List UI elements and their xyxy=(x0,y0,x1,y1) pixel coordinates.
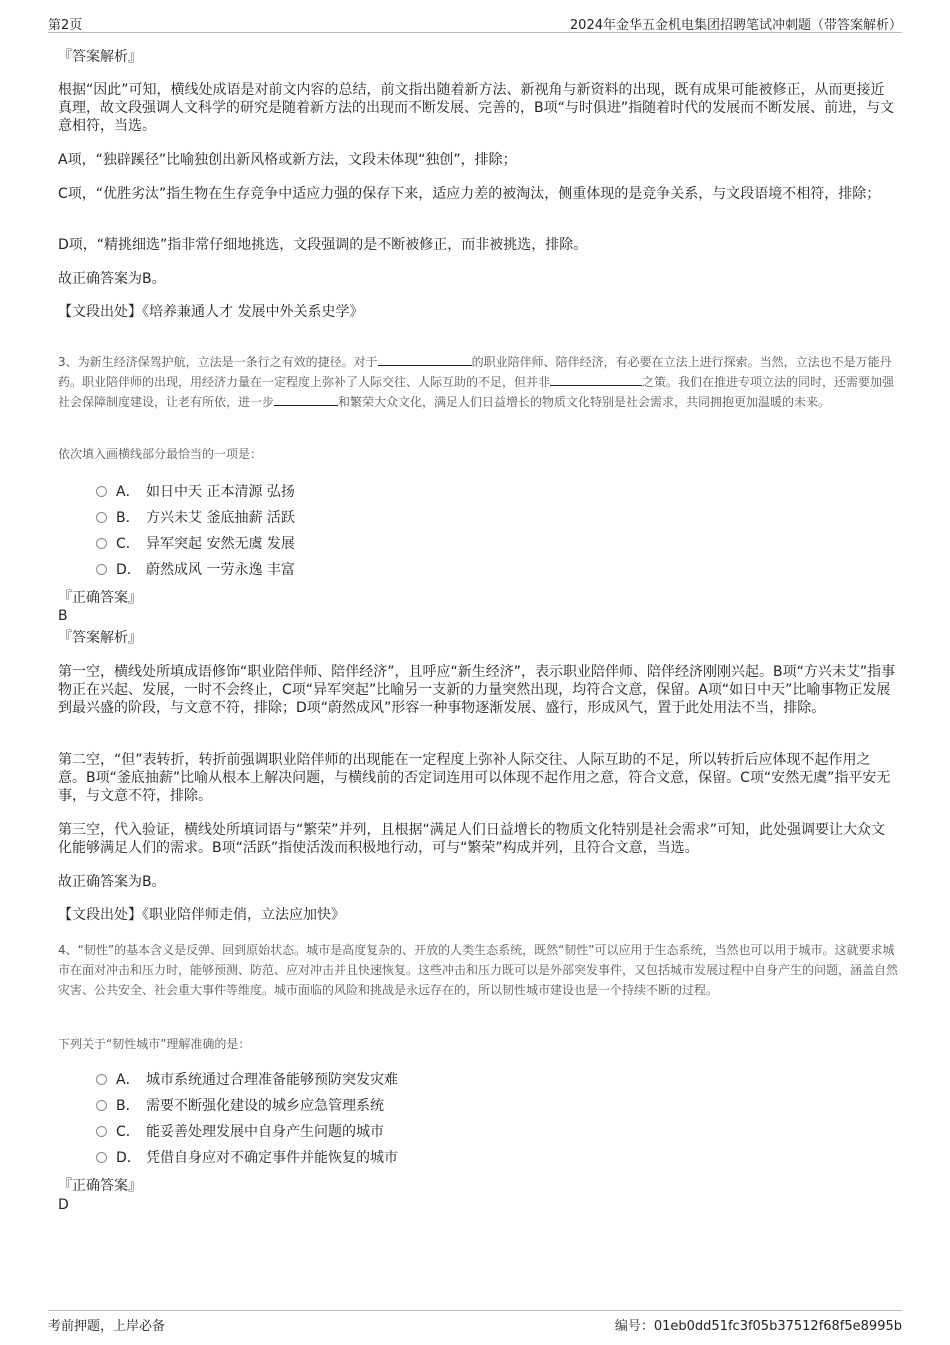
q4-option-c[interactable]: C． 能妥善处理发展中自身产生问题的城市 xyxy=(96,1122,384,1142)
radio-icon[interactable] xyxy=(96,1100,107,1111)
radio-icon[interactable] xyxy=(96,564,107,575)
q4-option-a[interactable]: A． 城市系统通过合理准备能够预防突发灾难 xyxy=(96,1070,398,1090)
q3-option-b[interactable]: B． 方兴未艾 釜底抽薪 活跃 xyxy=(96,508,295,528)
q2-analysis-p3: C项，“优胜劣汰”指生物在生存竞争中适应力强的保存下来，适应力差的被淘汰，侧重体现的是竞争关系，与文段语境不相符，排除； xyxy=(58,186,881,202)
q2-analysis-p2: A项，“独辟蹊径”比喻独创出新风格或新方法，文段未体现“独创”，排除； xyxy=(58,152,517,168)
radio-icon[interactable] xyxy=(96,512,107,523)
blank-3 xyxy=(274,393,338,406)
q4-answer: D xyxy=(58,1197,69,1213)
document-id: 编号：01eb0dd51fc3f05b37512f68f5e8995b xyxy=(614,1319,902,1334)
q3-analysis-p2: 第二空，“但”表转折，转折前强调职业陪伴师的出现能在一定程度上弥补人际交往、人际互助的不足，所以转折后应体现不起作用之意。B项“釜底抽薪”比喻从根本上解决问题，与横线前的否定词连用可以体现不起作用之意，符合文意，保留。C项“安然无虞”指平安无事，与文意不符，排除。 xyxy=(58,752,891,804)
radio-icon[interactable] xyxy=(96,538,107,549)
q4-question-text: 4、“韧性”的基本含义是反弹、回到原始状态。城市是高度复杂的、开放的人类生态系统，既然“韧性”可以应用于生态系统，当然也可以用于城市。这就要求城市在面对冲击和压力时，能够预测、防范、应对冲击并且快速恢复。这些冲击和压力既可以是外部突发事件，又包括城市发展过程中自身产生的问题，涵盖自然灾害、公共安全、社会重大事件等维度。城市面临的风险和挑战是永远存在的，所以韧性城市建设也是一个持续不断的过程。 xyxy=(58,943,899,997)
footer-slogan: 考前押题，上岸必备 xyxy=(48,1319,166,1334)
q2-analysis-label: 『答案解析』 xyxy=(58,49,142,65)
q4-option-d[interactable]: D． 凭借自身应对不确定事件并能恢复的城市 xyxy=(96,1148,398,1168)
blank-2 xyxy=(550,373,642,386)
q3-answer-label: 『正确答案』 xyxy=(58,590,142,606)
radio-icon[interactable] xyxy=(96,1152,107,1163)
q4-prompt: 下列关于“韧性城市”理解准确的是： xyxy=(58,1037,251,1051)
q3-answer: B xyxy=(58,608,68,624)
radio-icon[interactable] xyxy=(96,486,107,497)
q3-analysis-p1: 第一空，横线处所填成语修饰“职业陪伴师、陪伴经济”，且呼应“新生经济”，表示职业陪伴师、陪伴经济刚刚兴起。B项“方兴未艾”指事物正在兴起、发展，一时不会终止，C项“异军突起”比喻另一支新的力量突然出现，均符合文意，保留。A项“如日中天”比喻事物正发展到最兴盛的阶段，与文意不符，排除；D项“蔚然成风”形容一种事物逐渐发展、盛行，形成风气，置于此处用法不当，排除。 xyxy=(58,664,896,716)
radio-icon[interactable] xyxy=(96,1126,107,1137)
q2-conclusion: 故正确答案为B。 xyxy=(58,271,166,287)
radio-icon[interactable] xyxy=(96,1074,107,1085)
q2-analysis-p1: 根据“因此”可知，横线处成语是对前文内容的总结，前文指出随着新方法、新视角与新资料的出现，既有成果可能被修正，从而更接近真理，故文段强调人文科学的研究是随着新方法的出现而不断发展、完善的，B项“与时俱进”指随着时代的发展而不断发展、前进，与文意相符，当选。 xyxy=(58,82,895,134)
q3-question-text: 3、为新生经济保驾护航，立法是一条行之有效的捷径。对于 的职业陪伴师、陪伴经济，有必要在立法上进行探索。当然，立法也不是万能丹药。职业陪伴师的出现，用经济力量在一定程度上弥补了人际交往、人际互助的不足，但并非 之策。我们在推进专项立法的同时，还需要加强社会保障制度建设，让老有所依，进一步 和繁荣大众文化，满足人们日益增长的物质文化特别是社会需求，共同拥抱更加温暖的未来。 xyxy=(58,355,895,409)
q4-option-b[interactable]: B． 需要不断强化建设的城乡应急管理系统 xyxy=(96,1096,384,1116)
q3-prompt: 依次填入画横线部分最恰当的一项是： xyxy=(58,447,263,461)
q4-answer-label: 『正确答案』 xyxy=(58,1178,142,1194)
q3-option-d[interactable]: D． 蔚然成风 一劳永逸 丰富 xyxy=(96,560,295,580)
q2-analysis-p4: D项，“精挑细选”指非常仔细地挑选，文段强调的是不断被修正，而非被挑选，排除。 xyxy=(58,237,588,253)
page-footer xyxy=(48,1310,902,1335)
q3-conclusion: 故正确答案为B。 xyxy=(58,874,166,890)
q3-option-c[interactable]: C． 异军突起 安然无虞 发展 xyxy=(96,534,295,554)
document-title: 2024年金华五金机电集团招聘笔试冲刺题（带答案解析） xyxy=(569,18,902,33)
q2-source: 【文段出处】《培养兼通人才 发展中外关系史学》 xyxy=(58,304,364,320)
q3-option-a[interactable]: A． 如日中天 正本清源 弘扬 xyxy=(96,482,295,502)
page-number: 第2页 xyxy=(48,18,83,33)
q3-analysis-label: 『答案解析』 xyxy=(58,630,142,646)
blank-1 xyxy=(378,353,472,366)
q3-source: 【文段出处】《职业陪伴师走俏，立法应加快》 xyxy=(58,907,345,923)
page-header xyxy=(48,12,902,33)
q3-analysis-p3: 第三空，代入验证，横线处所填词语与“繁荣”并列，且根据“满足人们日益增长的物质文化特别是社会需求”可知，此处强调要让大众文化能够满足人们的需求。B项“活跃”指使活泼而积极地行动，可与“繁荣”构成并列，且符合文意，当选。 xyxy=(58,822,886,856)
